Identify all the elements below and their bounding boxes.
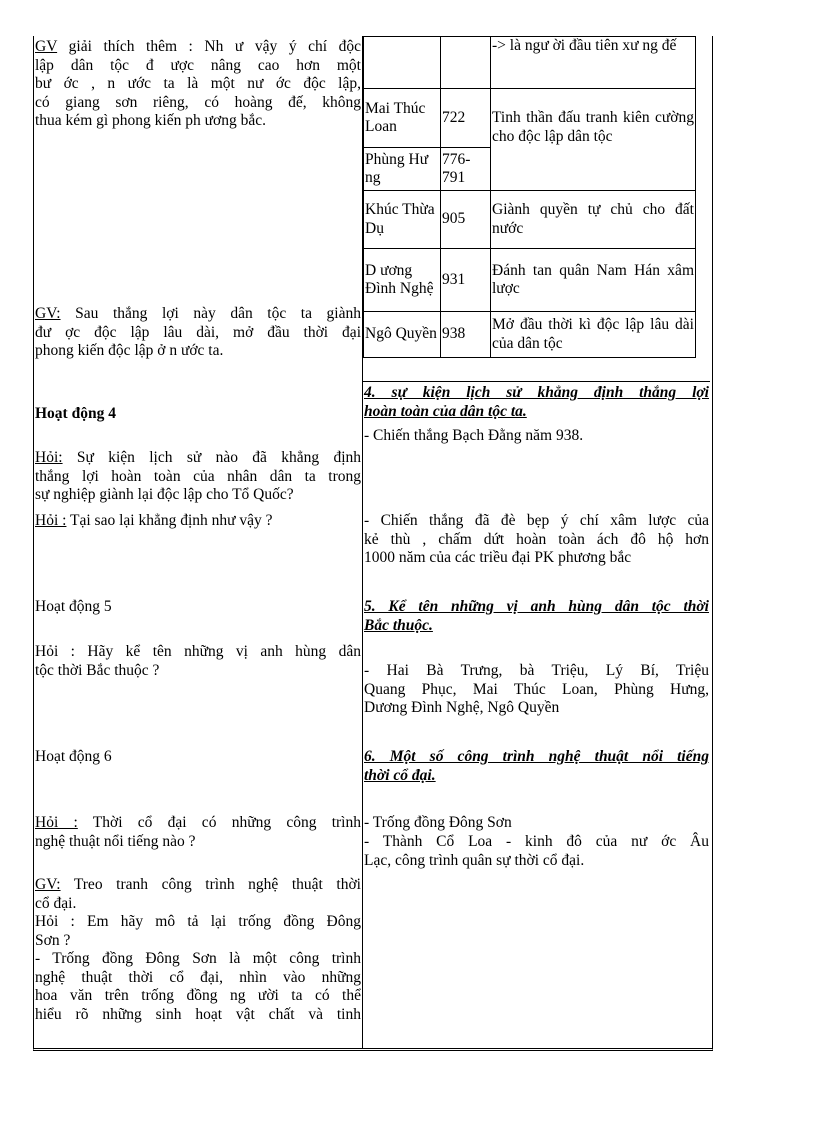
- table-cell-year: 776-791: [441, 148, 491, 191]
- activity-4-question-1: Hỏi: Sự kiện lịch sử nào đã khẳng định thắng lợi hoàn toàn của nhân dân ta trong sự nghiệp giành lại độc lập cho Tổ Quốc?: [35, 449, 361, 503]
- question-label: Hỏi :: [35, 512, 67, 529]
- gv-note-2: GV: Sau thắng lợi này dân tộc ta giành đư ợc độc lập lâu dài, mở đầu thời đại phong kiến độc lập ở n ước ta.: [35, 305, 361, 359]
- section-4-answer-1: - Chiến thắng Bạch Đằng năm 938.: [364, 427, 584, 444]
- activity-4-question-2: Hỏi : Tại sao lại khẳng định như vậy ?: [35, 512, 273, 529]
- table-cell-name: Mai Thúc Loan: [364, 89, 441, 148]
- section-5-answer: - Hai Bà Trưng, bà Triệu, Lý Bí, Triệu Quang Phục, Mai Thúc Loan, Phùng Hưng, Dương Đình Nghệ, Ngô Quyền: [364, 662, 709, 716]
- table-cell-year: [441, 37, 491, 89]
- table-cell-desc: Mở đầu thời kì độc lập lâu dài của dân tộc: [491, 312, 696, 358]
- table-cell-desc: Đánh tan quân Nam Hán xâm lược: [491, 249, 696, 312]
- activity-6-question-2: Hỏi : Em hãy mô tả lại trống đồng Đông Sơn ?: [35, 913, 361, 949]
- table-row: [364, 312, 696, 358]
- table-cell-year: 722: [441, 89, 491, 148]
- activity-6-question: Hỏi : Thời cổ đại có những công trình nghệ thuật nổi tiếng nào ?: [35, 814, 361, 850]
- section-5-heading: 5. Kể tên những vị anh hùng dân tộc thời Bắc thuộc.: [364, 598, 709, 634]
- heroes-table: [363, 36, 696, 358]
- table-cell-year: 905: [441, 191, 491, 249]
- table-cell-name: [364, 37, 441, 89]
- gv-label: GV: [35, 38, 58, 55]
- gv-note-1: GV giải thích thêm : Nh ư vậy ý chí độc lập dân tộc đ ược nâng cao hơn một bư ớc , n ước ta là một nư ớc độc lập, có giang sơn riêng, có hoàng đế, không thua kém gì phong kiến ph ương bắc.: [35, 38, 361, 129]
- table-cell-name: D ương Đình Nghệ: [364, 249, 441, 312]
- activity-5-title: Hoạt động 5: [35, 598, 112, 615]
- section-6-answer-2: - Thành Cổ Loa - kinh đô của nư ớc Âu Lạc, công trình quân sự thời cổ đại.: [364, 833, 709, 869]
- gv-note-3: GV: Treo tranh công trình nghệ thuật thời cổ đại.: [35, 876, 361, 912]
- table-row: [364, 249, 696, 312]
- section-6-answer-1: - Trống đồng Đông Sơn: [364, 814, 512, 831]
- gv-label: GV:: [35, 305, 61, 322]
- table-cell-name: Ngô Quyền: [364, 312, 441, 358]
- section-4-answer-2: - Chiến thắng đã đè bẹp ý chí xâm lược của kẻ thù , chấm dứt hoàn toàn ách đô hộ hơn 1000 năm của các triều đại PK phương bắc: [364, 512, 709, 566]
- drum-description: - Trống đồng Đông Sơn là một công trình nghệ thuật thời cổ đại, nhìn vào những hoa văn trên trống đồng ng ười ta có thể hiểu rõ những sinh hoạt vật chất và tinh: [35, 950, 361, 1023]
- table-cell-desc: -> là ngư ời đầu tiên xư ng đế: [491, 37, 696, 89]
- section-4-heading: 4. sự kiện lịch sử khẳng định thắng lợi hoàn toàn của dân tộc ta.: [364, 384, 709, 420]
- activity-5-question: Hỏi : Hãy kể tên những vị anh hùng dân tộc thời Bắc thuộc ?: [35, 643, 361, 679]
- table-cell-name: Khúc Thừa Dụ: [364, 191, 441, 249]
- table-cell-desc: Giành quyền tự chủ cho đất nước: [491, 191, 696, 249]
- section-6-heading: 6. Một số công trình nghệ thuật nổi tiếng thời cổ đại.: [364, 748, 709, 784]
- table-row: [364, 89, 696, 148]
- section-rule: [363, 381, 710, 382]
- table-cell-name: Phùng Hư ng: [364, 148, 441, 191]
- table-cell-desc: Tinh thần đấu tranh kiên cường cho độc lập dân tộc: [491, 89, 696, 191]
- table-cell-year: 938: [441, 312, 491, 358]
- table-cell-year: 931: [441, 249, 491, 312]
- question-label: Hỏi :: [35, 814, 78, 831]
- activity-6-title: Hoạt động 6: [35, 748, 112, 765]
- table-row: [364, 37, 696, 89]
- table-row: [364, 191, 696, 249]
- activity-4-title: Hoạt động 4: [35, 405, 116, 422]
- gv-label: GV:: [35, 876, 61, 893]
- question-label: Hỏi:: [35, 449, 63, 466]
